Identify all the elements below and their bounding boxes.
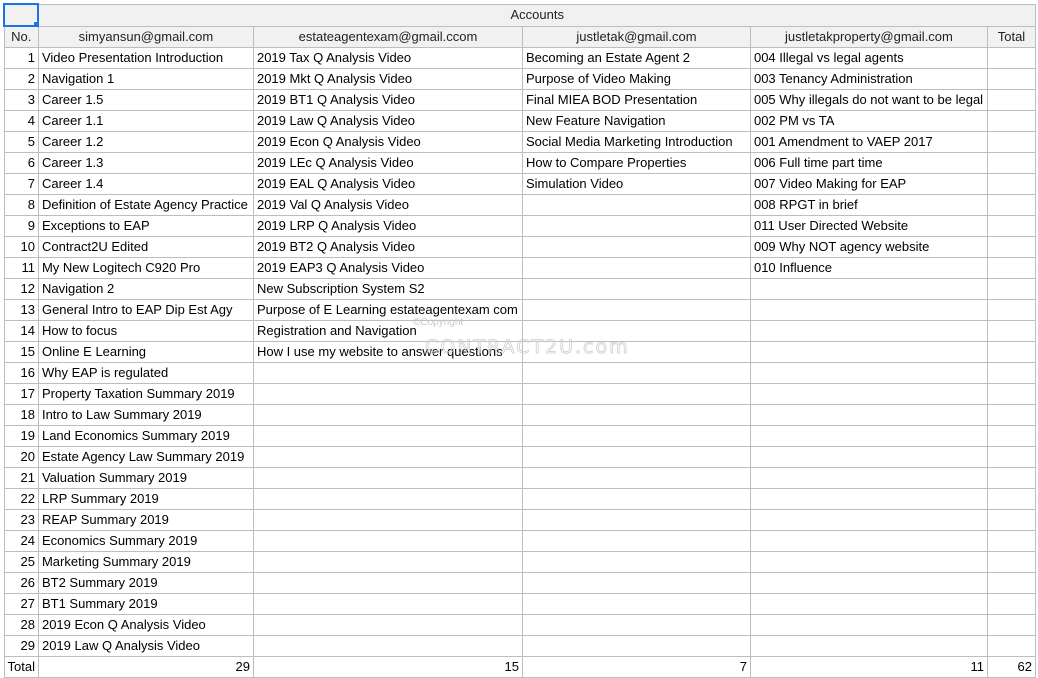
table-cell[interactable] (987, 90, 1035, 111)
total-value-cell[interactable]: 11 (750, 657, 987, 678)
table-cell[interactable]: 002 PM vs TA (750, 111, 987, 132)
column-header[interactable]: No. (4, 26, 38, 48)
table-row (4, 573, 1035, 594)
table-cell[interactable]: Simulation Video (522, 174, 750, 195)
table-cell[interactable] (522, 237, 750, 258)
table-cell[interactable] (750, 384, 987, 405)
row-number-cell[interactable]: 12 (4, 279, 38, 300)
column-header[interactable]: estateagentexam@gmail.ccom (253, 26, 522, 48)
table-cell[interactable]: How to focus (38, 321, 253, 342)
table-cell[interactable] (987, 594, 1035, 615)
selected-cell[interactable] (4, 4, 38, 26)
table-cell[interactable]: 001 Amendment to VAEP 2017 (750, 132, 987, 153)
table-cell[interactable] (253, 510, 522, 531)
table-cell[interactable] (750, 510, 987, 531)
table-row (4, 447, 1035, 468)
table-cell[interactable]: 007 Video Making for EAP (750, 174, 987, 195)
total-value-cell[interactable]: 62 (987, 657, 1035, 678)
table-cell[interactable] (522, 594, 750, 615)
table-cell[interactable]: 2019 EAP3 Q Analysis Video (253, 258, 522, 279)
table-cell[interactable] (253, 489, 522, 510)
table-row (4, 531, 1035, 552)
table-cell[interactable] (750, 342, 987, 363)
table-cell[interactable] (522, 300, 750, 321)
table-cell[interactable] (522, 573, 750, 594)
table-cell[interactable]: Purpose of Video Making (522, 69, 750, 90)
row-number-cell[interactable]: 8 (4, 195, 38, 216)
table-cell[interactable] (253, 573, 522, 594)
table-cell[interactable] (987, 279, 1035, 300)
table-cell[interactable] (987, 111, 1035, 132)
row-number-cell[interactable]: 16 (4, 363, 38, 384)
table-cell[interactable]: Career 1.1 (38, 111, 253, 132)
table-cell[interactable] (253, 594, 522, 615)
table-cell[interactable]: Registration and Navigation (253, 321, 522, 342)
table-cell[interactable] (987, 174, 1035, 195)
total-label-cell[interactable]: Total (4, 657, 38, 678)
table-cell[interactable]: Valuation Summary 2019 (38, 468, 253, 489)
table-cell[interactable] (987, 573, 1035, 594)
row-number-cell[interactable]: 21 (4, 468, 38, 489)
table-cell[interactable]: Exceptions to EAP (38, 216, 253, 237)
table-cell[interactable]: Land Economics Summary 2019 (38, 426, 253, 447)
table-cell[interactable] (750, 615, 987, 636)
table-cell[interactable]: Navigation 2 (38, 279, 253, 300)
table-cell[interactable] (987, 153, 1035, 174)
table-cell[interactable] (253, 447, 522, 468)
table-cell[interactable]: How to Compare Properties (522, 153, 750, 174)
table-cell[interactable] (750, 300, 987, 321)
table-cell[interactable]: Marketing Summary 2019 (38, 552, 253, 573)
table-row (4, 237, 1035, 258)
total-value-cell[interactable]: 29 (38, 657, 253, 678)
table-cell[interactable]: BT1 Summary 2019 (38, 594, 253, 615)
total-value-cell[interactable]: 7 (522, 657, 750, 678)
table-cell[interactable]: Career 1.2 (38, 132, 253, 153)
table-cell[interactable] (750, 636, 987, 657)
table-cell[interactable]: 006 Full time part time (750, 153, 987, 174)
table-cell[interactable]: Career 1.3 (38, 153, 253, 174)
table-row (4, 216, 1035, 237)
table-cell[interactable] (987, 300, 1035, 321)
table-cell[interactable]: Intro to Law Summary 2019 (38, 405, 253, 426)
watermark-copyright: ©Copyright (413, 317, 464, 328)
table-cell[interactable] (987, 510, 1035, 531)
table-cell[interactable]: General Intro to EAP Dip Est Agy (38, 300, 253, 321)
table-cell[interactable]: 2019 Law Q Analysis Video (253, 111, 522, 132)
table-body (4, 48, 1035, 657)
table-row (4, 405, 1035, 426)
table-cell[interactable]: Online E Learning (38, 342, 253, 363)
table-cell[interactable]: Navigation 1 (38, 69, 253, 90)
table-row (4, 195, 1035, 216)
table-cell[interactable] (253, 552, 522, 573)
table-cell[interactable] (522, 321, 750, 342)
table-cell[interactable] (522, 384, 750, 405)
table-cell[interactable]: Estate Agency Law Summary 2019 (38, 447, 253, 468)
table-cell[interactable] (987, 258, 1035, 279)
row-number-cell[interactable]: 4 (4, 111, 38, 132)
table-row (4, 48, 1035, 69)
row-number-cell[interactable]: 9 (4, 216, 38, 237)
row-number-cell[interactable]: 20 (4, 447, 38, 468)
table-cell[interactable] (253, 363, 522, 384)
table-cell[interactable]: 2019 Econ Q Analysis Video (253, 132, 522, 153)
table-cell[interactable] (750, 594, 987, 615)
table-cell[interactable] (522, 636, 750, 657)
table-cell[interactable] (750, 468, 987, 489)
table-row (4, 342, 1035, 363)
table-cell[interactable]: How I use my website to answer questions (253, 342, 522, 363)
table-cell[interactable]: Property Taxation Summary 2019 (38, 384, 253, 405)
table-cell[interactable] (987, 321, 1035, 342)
table-row (4, 384, 1035, 405)
fill-handle[interactable] (33, 21, 38, 26)
table-cell[interactable] (522, 552, 750, 573)
table-cell[interactable]: Becoming an Estate Agent 2 (522, 48, 750, 69)
row-number-cell[interactable]: 22 (4, 489, 38, 510)
table-cell[interactable]: Career 1.5 (38, 90, 253, 111)
table-cell[interactable] (522, 363, 750, 384)
table-cell[interactable] (987, 405, 1035, 426)
table-cell[interactable]: Economics Summary 2019 (38, 531, 253, 552)
row-number-cell[interactable]: 7 (4, 174, 38, 195)
table-row (4, 426, 1035, 447)
header-row (4, 26, 1035, 48)
table-cell[interactable] (253, 426, 522, 447)
row-number-cell[interactable]: 29 (4, 636, 38, 657)
table-cell[interactable]: 2019 Val Q Analysis Video (253, 195, 522, 216)
row-number-cell[interactable]: 25 (4, 552, 38, 573)
table-cell[interactable] (522, 615, 750, 636)
table-cell[interactable] (750, 279, 987, 300)
table-cell[interactable] (987, 69, 1035, 90)
row-number-cell[interactable]: 2 (4, 69, 38, 90)
table-cell[interactable] (987, 636, 1035, 657)
table-cell[interactable]: 2019 EAL Q Analysis Video (253, 174, 522, 195)
watermark-text: CONTRACT2U.com (425, 336, 630, 358)
table-cell[interactable]: New Feature Navigation (522, 111, 750, 132)
table-cell[interactable]: 011 User Directed Website (750, 216, 987, 237)
table-row (4, 69, 1035, 90)
total-row (4, 657, 1035, 678)
spreadsheet-table (3, 3, 1036, 678)
table-cell[interactable]: 010 Influence (750, 258, 987, 279)
table-row (4, 615, 1035, 636)
table-cell[interactable]: 2019 BT1 Q Analysis Video (253, 90, 522, 111)
table-cell[interactable] (522, 447, 750, 468)
row-number-cell[interactable]: 17 (4, 384, 38, 405)
row-number-cell[interactable]: 11 (4, 258, 38, 279)
table-row (4, 468, 1035, 489)
table-cell[interactable]: 009 Why NOT agency website (750, 237, 987, 258)
table-cell[interactable]: Contract2U Edited (38, 237, 253, 258)
table-cell[interactable] (750, 489, 987, 510)
row-number-cell[interactable]: 1 (4, 48, 38, 69)
table-cell[interactable] (522, 195, 750, 216)
table-cell[interactable] (987, 426, 1035, 447)
table-cell[interactable] (522, 258, 750, 279)
column-header[interactable]: Total (987, 26, 1035, 48)
row-number-cell[interactable]: 10 (4, 237, 38, 258)
table-cell[interactable] (987, 195, 1035, 216)
table-cell[interactable] (987, 48, 1035, 69)
table-row (4, 300, 1035, 321)
table-cell[interactable] (750, 426, 987, 447)
table-row (4, 363, 1035, 384)
table-cell[interactable] (522, 405, 750, 426)
column-header[interactable]: justletakproperty@gmail.com (750, 26, 987, 48)
table-cell[interactable] (522, 279, 750, 300)
table-cell[interactable]: New Subscription System S2 (253, 279, 522, 300)
table-cell[interactable]: 2019 LRP Q Analysis Video (253, 216, 522, 237)
table-cell[interactable] (987, 447, 1035, 468)
table-cell[interactable] (253, 405, 522, 426)
table-row (4, 510, 1035, 531)
table-cell[interactable] (987, 132, 1035, 153)
column-header[interactable]: justletak@gmail.com (522, 26, 750, 48)
table-cell[interactable]: Video Presentation Introduction (38, 48, 253, 69)
table-cell[interactable]: 2019 Law Q Analysis Video (38, 636, 253, 657)
table-cell[interactable] (750, 405, 987, 426)
table-cell[interactable]: 003 Tenancy Administration (750, 69, 987, 90)
table-cell[interactable] (522, 426, 750, 447)
table-cell[interactable]: 2019 LEc Q Analysis Video (253, 153, 522, 174)
table-cell[interactable] (522, 531, 750, 552)
table-cell[interactable] (987, 342, 1035, 363)
table-cell[interactable] (987, 552, 1035, 573)
row-number-cell[interactable]: 19 (4, 426, 38, 447)
table-cell[interactable]: 005 Why illegals do not want to be legal (750, 90, 987, 111)
table-cell[interactable]: Social Media Marketing Introduction (522, 132, 750, 153)
table-cell[interactable] (987, 531, 1035, 552)
table-cell[interactable] (750, 321, 987, 342)
table-row (4, 489, 1035, 510)
table-cell[interactable] (750, 363, 987, 384)
table-cell[interactable] (253, 384, 522, 405)
table-cell[interactable] (987, 237, 1035, 258)
table-row (4, 153, 1035, 174)
table-row (4, 552, 1035, 573)
column-header[interactable]: simyansun@gmail.com (38, 26, 253, 48)
table-cell[interactable]: Definition of Estate Agency Practice (38, 195, 253, 216)
sheet-title[interactable]: Accounts (38, 4, 1035, 26)
row-number-cell[interactable]: 13 (4, 300, 38, 321)
table-cell[interactable] (522, 342, 750, 363)
table-cell[interactable] (987, 468, 1035, 489)
table-cell[interactable] (253, 615, 522, 636)
table-cell[interactable] (750, 573, 987, 594)
row-number-cell[interactable]: 28 (4, 615, 38, 636)
table-cell[interactable] (750, 552, 987, 573)
table-cell[interactable]: Final MIEA BOD Presentation (522, 90, 750, 111)
row-number-cell[interactable]: 15 (4, 342, 38, 363)
table-row (4, 258, 1035, 279)
table-cell[interactable]: LRP Summary 2019 (38, 489, 253, 510)
table-cell[interactable] (987, 384, 1035, 405)
table-cell[interactable]: 008 RPGT in brief (750, 195, 987, 216)
table-cell[interactable]: 004 Illegal vs legal agents (750, 48, 987, 69)
table-cell[interactable] (987, 216, 1035, 237)
table-cell[interactable] (522, 216, 750, 237)
table-cell[interactable]: 2019 Tax Q Analysis Video (253, 48, 522, 69)
table-cell[interactable]: 2019 Econ Q Analysis Video (38, 615, 253, 636)
table-cell[interactable] (987, 489, 1035, 510)
table-cell[interactable] (987, 363, 1035, 384)
table-cell[interactable] (522, 468, 750, 489)
table-row (4, 636, 1035, 657)
row-number-cell[interactable]: 6 (4, 153, 38, 174)
table-cell[interactable] (253, 531, 522, 552)
title-row (4, 4, 1035, 26)
table-cell[interactable] (987, 615, 1035, 636)
row-number-cell[interactable]: 18 (4, 405, 38, 426)
table-row (4, 174, 1035, 195)
table-cell[interactable]: 2019 BT2 Q Analysis Video (253, 237, 522, 258)
table-cell[interactable]: REAP Summary 2019 (38, 510, 253, 531)
table-row (4, 594, 1035, 615)
table-row (4, 132, 1035, 153)
table-cell[interactable] (253, 468, 522, 489)
table-cell[interactable]: Career 1.4 (38, 174, 253, 195)
table-cell[interactable]: Purpose of E Learning estateagentexam com (253, 300, 522, 321)
row-number-cell[interactable]: 14 (4, 321, 38, 342)
table-cell[interactable]: BT2 Summary 2019 (38, 573, 253, 594)
table-cell[interactable] (522, 489, 750, 510)
table-cell[interactable] (750, 447, 987, 468)
row-number-cell[interactable]: 3 (4, 90, 38, 111)
row-number-cell[interactable]: 26 (4, 573, 38, 594)
row-number-cell[interactable]: 23 (4, 510, 38, 531)
table-row (4, 279, 1035, 300)
table-cell[interactable]: Why EAP is regulated (38, 363, 253, 384)
table-row (4, 90, 1035, 111)
table-cell[interactable] (253, 636, 522, 657)
table-row (4, 111, 1035, 132)
table-cell[interactable]: 2019 Mkt Q Analysis Video (253, 69, 522, 90)
table-cell[interactable] (522, 510, 750, 531)
row-number-cell[interactable]: 27 (4, 594, 38, 615)
table-cell[interactable]: My New Logitech C920 Pro (38, 258, 253, 279)
row-number-cell[interactable]: 5 (4, 132, 38, 153)
row-number-cell[interactable]: 24 (4, 531, 38, 552)
table-cell[interactable] (750, 531, 987, 552)
total-value-cell[interactable]: 15 (253, 657, 522, 678)
table-row (4, 321, 1035, 342)
